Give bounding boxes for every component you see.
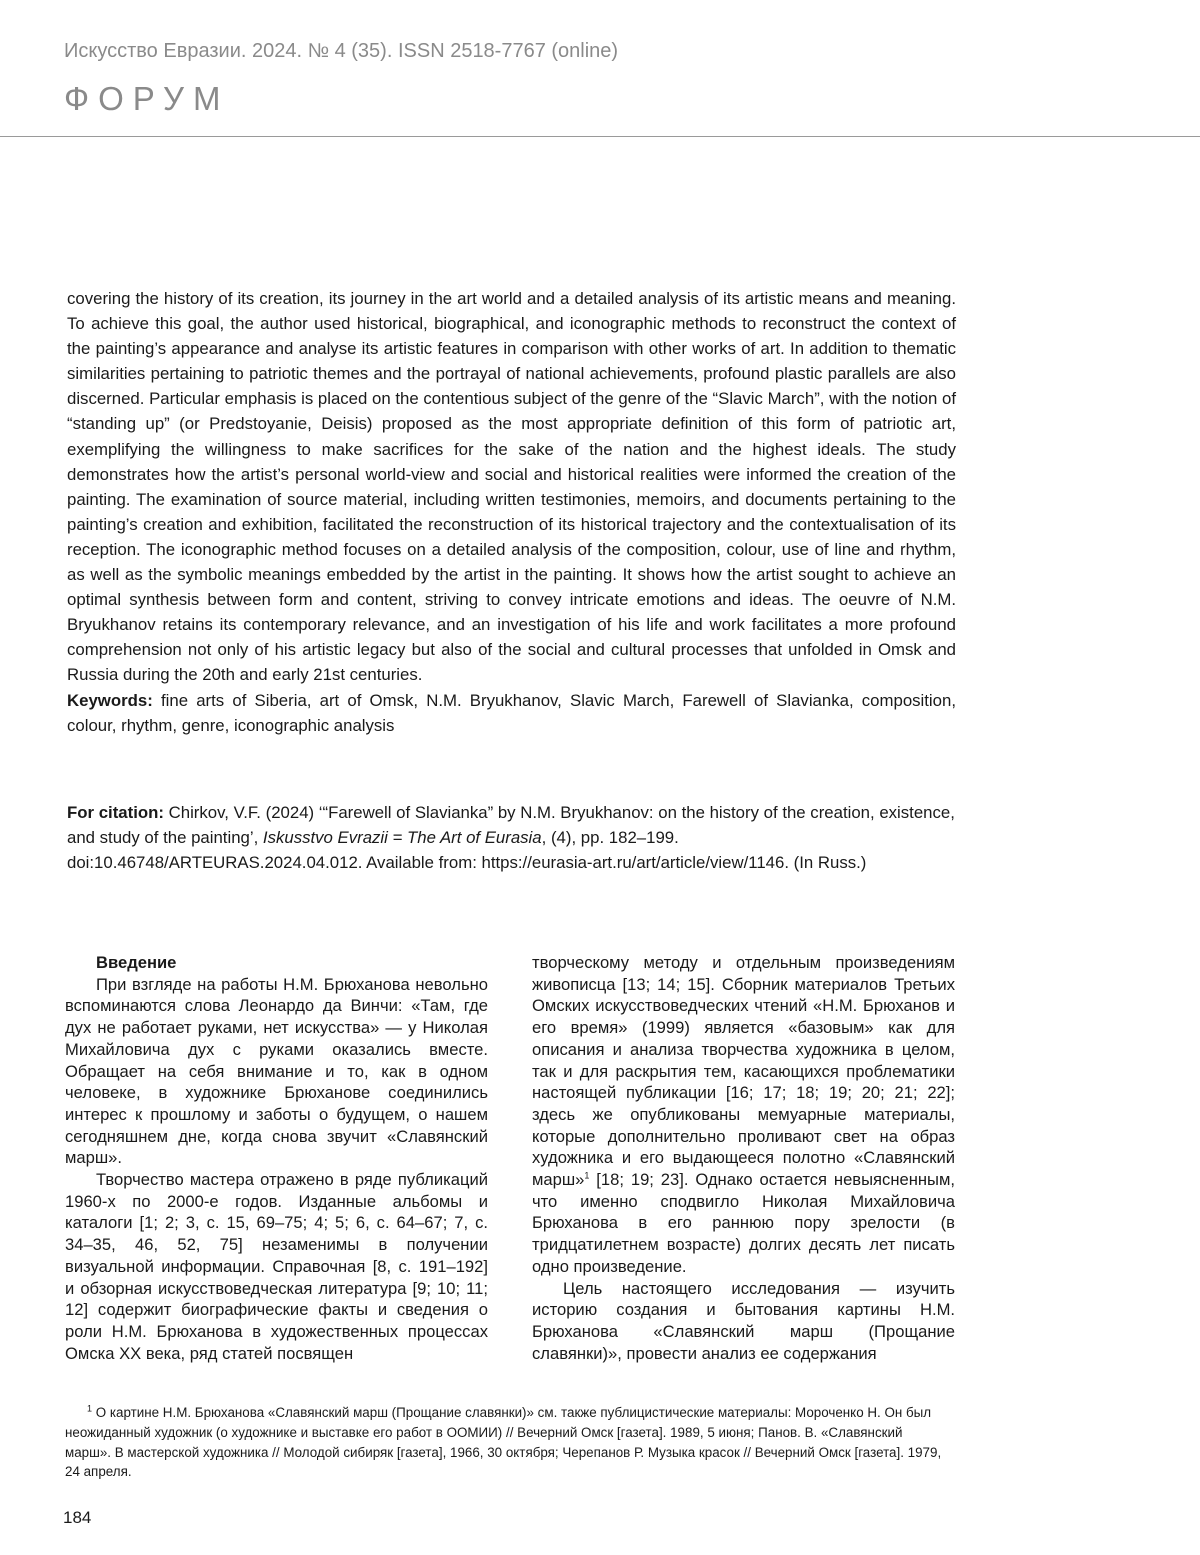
- citation-label: For citation:: [67, 803, 164, 822]
- keywords-text: fine arts of Siberia, art of Omsk, N.M. Bryukhanov, Slavic March, Farewell of Slavianka, composition, colour, rhythm, genre, iconographic analysis: [67, 690, 956, 735]
- paragraph-2-cont-a: творческому методу и отдельным произведениям живописца [13; 14; 15]. Сборник материалов Третьих Омских искусствоведческих чтений «Н.М. Брюханов и его время» (1999) является «базовым» как для описания и анализа творчества художника в целом, так и для раскрытия тем, касающихся проблематики настоящей публикации [16; 17; 18; 19; 20; 21; 22]; здесь же опубликованы мемуарные материалы, которые дополнительно проливают свет на образ художника и его выдающееся полотно «Славянский марш»: [532, 953, 955, 1190]
- citation-text-before: Chirkov, V.F. (2024) ‘“Farewell of Slavianka” by N.M. Bryukhanov: on the history of the creation, existence, and study of the painting’,: [67, 803, 955, 848]
- citation-text-after: , (4), pp. 182–199.: [541, 828, 679, 848]
- citation-text: [67, 800, 967, 850]
- body-column-left: [65, 952, 488, 1364]
- section-title: ФОРУМ: [64, 80, 230, 117]
- paragraph-2-continued: [532, 952, 955, 1278]
- footnote-number: 1: [87, 1403, 93, 1414]
- footnote-text: [65, 1403, 945, 1482]
- abstract-block: [67, 286, 956, 738]
- paragraph-1: При взгляде на работы Н.М. Брюханова невольно вспоминаются слова Леонардо да Винчи: «Там, где дух не работает руками, нет искусства» — у Николая Михайловича дух с руками оказались вместе. Обращает на себя внимание и то, как в одном человеке, в художнике Брюханове соединились интерес к прошлому и заботы о будущем, о нашем сегодняшнем дне, когда снова звучит «Славянский марш».: [65, 974, 488, 1168]
- keywords-line: [67, 688, 956, 738]
- header-divider: [0, 136, 1200, 137]
- footnote-block: [65, 1403, 945, 1482]
- abstract-text: covering the history of its creation, its journey in the art world and a detailed analysis of its artistic means and meaning. To achieve this goal, the author used historical, biographical, and iconographic methods to reconstruct the context of the painting’s appearance and analyse its artistic features in comparison with other works of art. In addition to thematic similarities pertaining to patriotic themes and the portrayal of national achievements, profound plastic parallels are also discerned. Particular emphasis is placed on the contentious subject of the genre of the “Slavic March”, with the notion of “standing up” (or Predstoyanie, Deisis) proposed as the most appropriate definition of this form of patriotic art, exemplifying the willingness to make sacrifices for the sake of the nation and the highest ideals. The study demonstrates how the artist’s personal world-view and social and historical realities were informed the creation of the painting. The examination of source material, including written testimonies, memoirs, and documents pertaining to the painting’s creation and exhibition, facilitated the reconstruction of its historical trajectory and the contextualisation of its reception. The iconographic method focuses on a detailed analysis of the composition, colour, use of line and rhythm, as well as the symbolic meanings embedded by the artist in the painting. It shows how the artist sought to achieve an optimal synthesis between form and content, striving to convey intricate emotions and ideas. The oeuvre of N.M. Bryukhanov retains its contemporary relevance, and an investigation of his life and work facilitates a more profound comprehension not only of his artistic legacy but also of the social and cultural processes that unfolded in Omsk and Russia during the 20th and early 21st centuries.: [67, 289, 956, 685]
- citation-doi: doi:10.46748/ARTEURAS.2024.04.012. Available from: https://eurasia-art.ru/art/article/view/1146. (In Russ.): [67, 853, 867, 873]
- footnote-reference[interactable]: 1: [584, 1170, 590, 1181]
- body-column-right: [532, 952, 955, 1364]
- citation-journal: Iskusstvo Evrazii = The Art of Eurasia: [262, 828, 542, 848]
- keywords-label: Keywords:: [67, 690, 153, 710]
- footnote-body: О картине Н.М. Брюханова «Славянский марш (Прощание славянки)» см. также публицистические материалы: Мороченко Н. Он был неожиданный художник (о художнике и выставке его работ в ООМИИ) // Вечерний Омск [газета]. 1989, 5 июня; Панов. В. «Славянский марш». В мастерской художника // Молодой сибиряк [газета], 1966, 30 октября; Черепанов Р. Музыка красок // Вечерний Омск [газета]. 1979, 24 апреля.: [65, 1405, 942, 1480]
- paragraph-2-cont-b: [18; 19; 23]. Однако остается невыясненным, что именно сподвигло Николая Михайловича Брюханова в его раннюю пору зрелости (в тридцатилетнем возрасте) долгих десять лет писать одно произведение.: [532, 1170, 955, 1276]
- citation-block: [67, 800, 967, 875]
- paragraph-2: Творчество мастера отражено в ряде публикаций 1960-х по 2000-е годов. Изданные альбомы и каталоги [1; 2; 3, с. 15, 69–75; 4; 5; 6, с. 64–67; 7, с. 34–35, 46, 52, 75] незаменимы в получении визуальной информации. Справочная [8, с. 191–192] и обзорная искусствоведческая литература [9; 10; 11; 12] содержит биографические факты и сведения о роли Н.М. Брюханова в художественных процессах Омска XX века, ряд статей посвящен: [65, 1170, 488, 1363]
- paragraph-3: Цель настоящего исследования — изучить историю создания и бытования картины Н.М. Брюханова «Славянский марш (Прощание славянки)», провести анализ ее содержания: [532, 1278, 955, 1363]
- section-heading: Введение: [96, 953, 177, 972]
- journal-header: Искусство Евразии. 2024. № 4 (35). ISSN 2518-7767 (online): [64, 40, 619, 62]
- page-number: 184: [63, 1508, 92, 1527]
